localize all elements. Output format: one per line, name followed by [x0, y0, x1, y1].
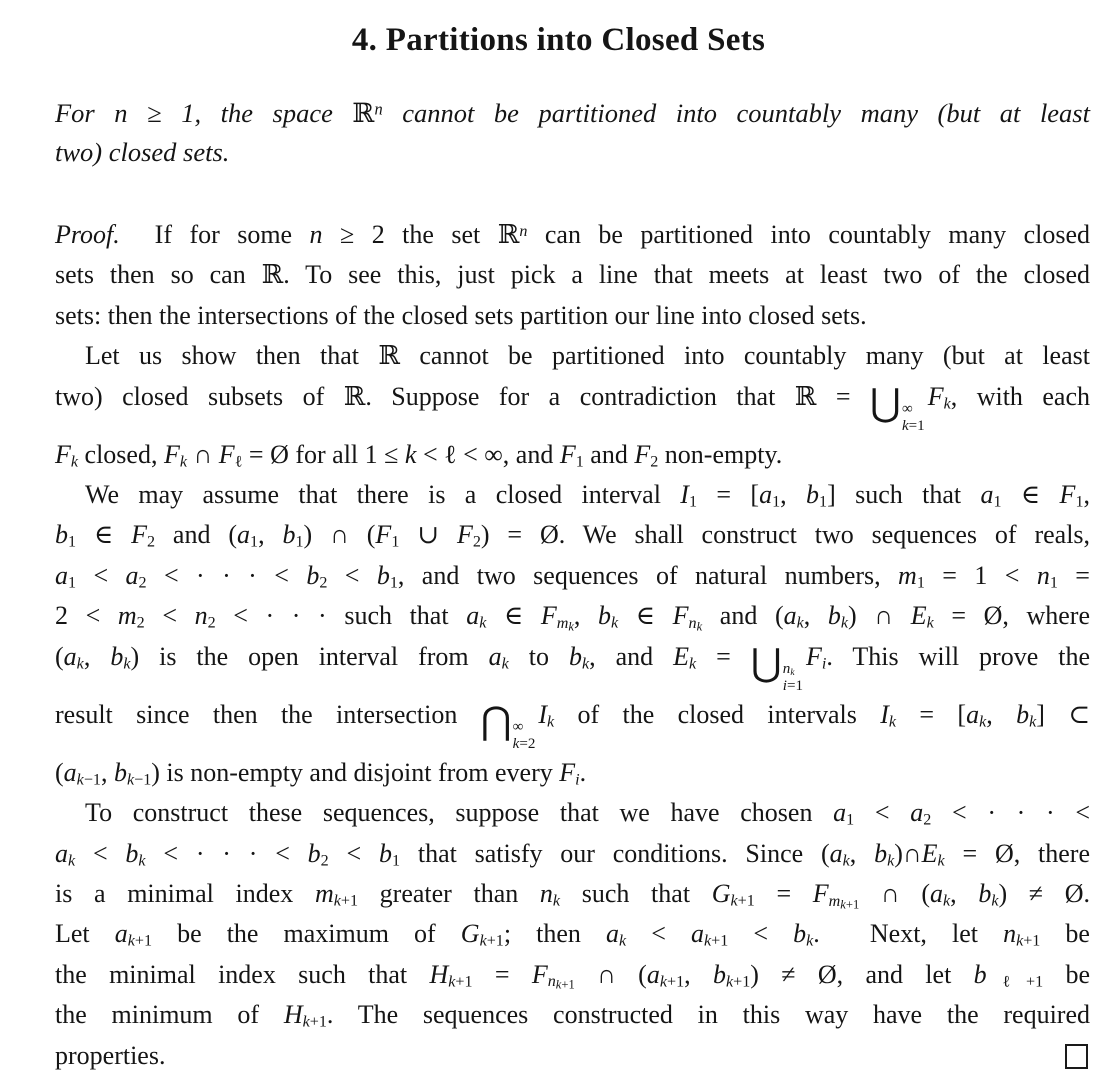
text-line: To construct these sequences, suppose that we have chosen $a_1 < a_2$ < · · · <: [85, 798, 1091, 829]
theorem-statement: [55, 94, 1090, 172]
text-line: the minimum of $H_{k+1}$. The sequences constructed in this way have the required: [55, 1000, 1090, 1031]
text-line: the minimal index such that $H_{k+1} = F_{n_{k+1}}$ ∩ ($a_{k+1}$, $b_{k+1}$) ≠ Ø, and let $b_{\ell+1}$ be: [55, 959, 1091, 992]
text-line: properties.: [55, 1036, 1090, 1076]
blackboard-R: ℝ: [352, 98, 375, 129]
text-line: two) closed subsets of ℝ. Suppose for a contradiction that ℝ = ⋃ ∞ k=1 $F_k$, with each: [55, 380, 1091, 434]
text-line: two) closed sets.: [55, 137, 230, 167]
section-title: 4. Partitions into Closed Sets: [351, 22, 766, 58]
text-line: $F_k$ closed, $F_k$ ∩ $F_\ell$ = Ø for all 1 ≤ k < ℓ < ∞, and $F_1$ and $F_2$ non-empty.: [55, 439, 783, 471]
text-line: Let $a_{k+1}$ be the maximum of $G_{k+1}$; then $a_k < a_{k+1} < b_k$. Next, let $n_{k+1}$ be: [55, 919, 1090, 950]
text-line: ($a_k$, $b_k$) is the open interval from $a_k$ to $b_k$, and $E_k$ = ⋃ $n_k$ i=1 $F_i$. This will prove the: [55, 640, 1090, 694]
proof-body: [55, 215, 1090, 1076]
text-line: sets then so can ℝ. To see this, just pick a line that meets at least two of the closed: [55, 260, 1090, 291]
paragraph: [55, 94, 1090, 172]
paragraph: [55, 215, 1090, 336]
text-line: result since then the intersection ⋂ ∞ k=2 $I_k$ of the closed intervals $I_k = [a_k$, $b_k$] ⊂: [55, 698, 1090, 752]
text-line: is a minimal index $m_{k+1}$ greater than $n_k$ such that $G_{k+1} = F_{m_{k+1}}$ ∩ ($a_k$, $b_k$) ≠ Ø.: [55, 878, 1090, 911]
text-line: Proof. If for some n ≥ 2 the set ℝ$^n$ can be partitioned into countably many closed: [55, 220, 1090, 250]
text-line: sets: then the intersections of the closed sets partition our line into closed sets.: [55, 300, 867, 330]
text-line: We may assume that there is a closed interval $I_1 = [a_1$, $b_1$] such that $a_1$ ∈ $F_1$,: [85, 480, 1090, 511]
text-line: $2 < m_2 < n_2$ < · · · such that $a_k$ ∈ $F_{m_k}$, $b_k$ ∈ $F_{n_k}$ and ($a_k$, $b_k$) ∩ $E_k$ = Ø, where: [55, 601, 1091, 634]
text-line: $a_1 < a_2$ < · · · < $b_2 < b_1$, and two sequences of natural numbers, $m_1 = 1 < n_1$ =: [55, 560, 1090, 592]
paragraph: [55, 475, 1090, 793]
text-line: ($a_{k-1}$, $b_{k-1}$) is non-empty and disjoint from every $F_i$.: [55, 757, 587, 789]
union-operator: ⋃: [870, 380, 901, 425]
text-line: For n ≥ 1, the space ℝ$^n$ cannot be partitioned into countably many (but at least: [55, 98, 1090, 129]
paragraph: [55, 336, 1090, 475]
paragraph: [55, 793, 1090, 1076]
intersection-operator: ⋂: [480, 698, 512, 743]
text-line: $b_1$ ∈ $F_2$ and ($a_1$, $b_1$) ∩ ($F_1$ ∪ $F_2$) = Ø. We shall construct two sequences of reals,: [55, 520, 1091, 551]
union-operator: ⋃: [750, 640, 782, 685]
text-line: Let us show then that ℝ cannot be partitioned into countably many (but at least: [85, 341, 1090, 372]
text-line: $a_k < b_k$ < · · · < $b_2 < b_1$ that satisfy our conditions. Since ($a_k$, $b_k)\cap E_k$ = Ø, there: [55, 838, 1090, 870]
qed-symbol: [1065, 1044, 1088, 1069]
